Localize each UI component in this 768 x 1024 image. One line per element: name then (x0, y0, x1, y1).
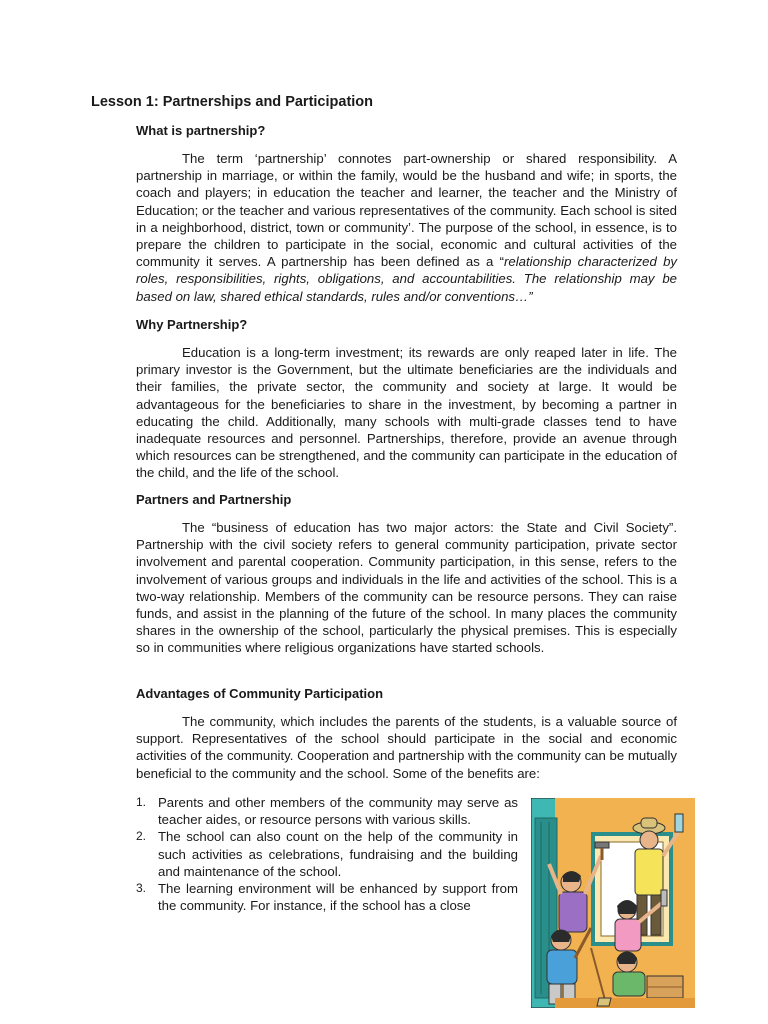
section-why-partnership (136, 316, 677, 482)
section-partners-and-partnership (136, 491, 677, 657)
list-item-text: The learning environment will be enhanced by support from the community. For instance, if the school has a close (158, 881, 518, 914)
list-item (136, 880, 518, 914)
paragraph-text: The term ‘partnership’ connotes part-ownership or shared responsibility. A partnership in marriage, or within the family, would be the husband and wife; in sports, the coach and players; in education the teacher and learner, the teacher and the Ministry of Education; or the teacher and various representatives of the community. Each school is sited in a neighborhood, district, town or community’. The purpose of the school, in essence, is to prepare the children to participate in the social, economic and cultural activities of the community it serves. A partnership has been defined as a “ (136, 151, 677, 270)
list-item (136, 794, 518, 828)
list-number: 1. (136, 795, 147, 809)
section-heading: Advantages of Community Participation (136, 686, 384, 701)
list-number: 3. (136, 881, 147, 896)
partnership-definition-quote: relationship characterized by roles, responsibilities, rights, obligations, and accountabilities. The relationship may be based on law, shared ethical standards, rules and/or conventions…” (136, 254, 677, 304)
section-heading: What is partnership? (136, 123, 266, 138)
section-heading: Why Partnership? (136, 317, 248, 332)
section-paragraph: Education is a long-term investment; its rewards are only reaped later in life. The primary investor is the Government, but the ultimate beneficiaries are the individuals and their families, the private sector, the community and society at large. It would be advantageous for the beneficiaries to share in the investment, by becoming a partner in educating the child. Additionally, many schools with multi-grade classes tend to have inadequate resources and personnel. Partnerships, therefore, provide an avenue through which resources can be strengthened, and the community can participate in the education of the child, and the life of the school. (136, 345, 677, 481)
section-what-is-partnership (136, 122, 677, 305)
section-heading: Partners and Partnership (136, 492, 292, 507)
section-paragraph (136, 150, 677, 305)
section-advantages-of-community-participation (136, 685, 677, 782)
list-number: 2. (136, 829, 147, 844)
benefits-list (136, 794, 518, 914)
list-item-text: Parents and other members of the community may serve as teacher aides, or resource persons with various skills. (158, 795, 518, 828)
section-paragraph: The “business of education has two major actors: the State and Civil Society”. Partnership with the civil society refers to general community participation, private sector involvement and parental cooperation. Community participation, in this sense, refers to the involvement of various groups and individuals in the life and activities of the school. This is a two-way relationship. Members of the community can be resource persons. They can raise funds, and assist in the planning of the future of the school. In many places the community shares in the ownership of the school, particularly the physical premises. This is especially so in communities where religious organizations have started schools. (136, 520, 677, 656)
list-item (136, 828, 518, 880)
community-repair-illustration (531, 798, 695, 1008)
section-paragraph: The community, which includes the parents of the students, is a valuable source of support. Representatives of the school should participate in the social and economic activities of the community. Cooperation and partnership with the community can be mutually beneficial to the community and the school. Some of the benefits are: (136, 714, 677, 781)
list-item-text: The school can also count on the help of the community in such activities as celebrations, fundraising and the building and maintenance of the school. (158, 829, 518, 879)
lesson-title: Lesson 1: Partnerships and Participation (91, 94, 374, 110)
